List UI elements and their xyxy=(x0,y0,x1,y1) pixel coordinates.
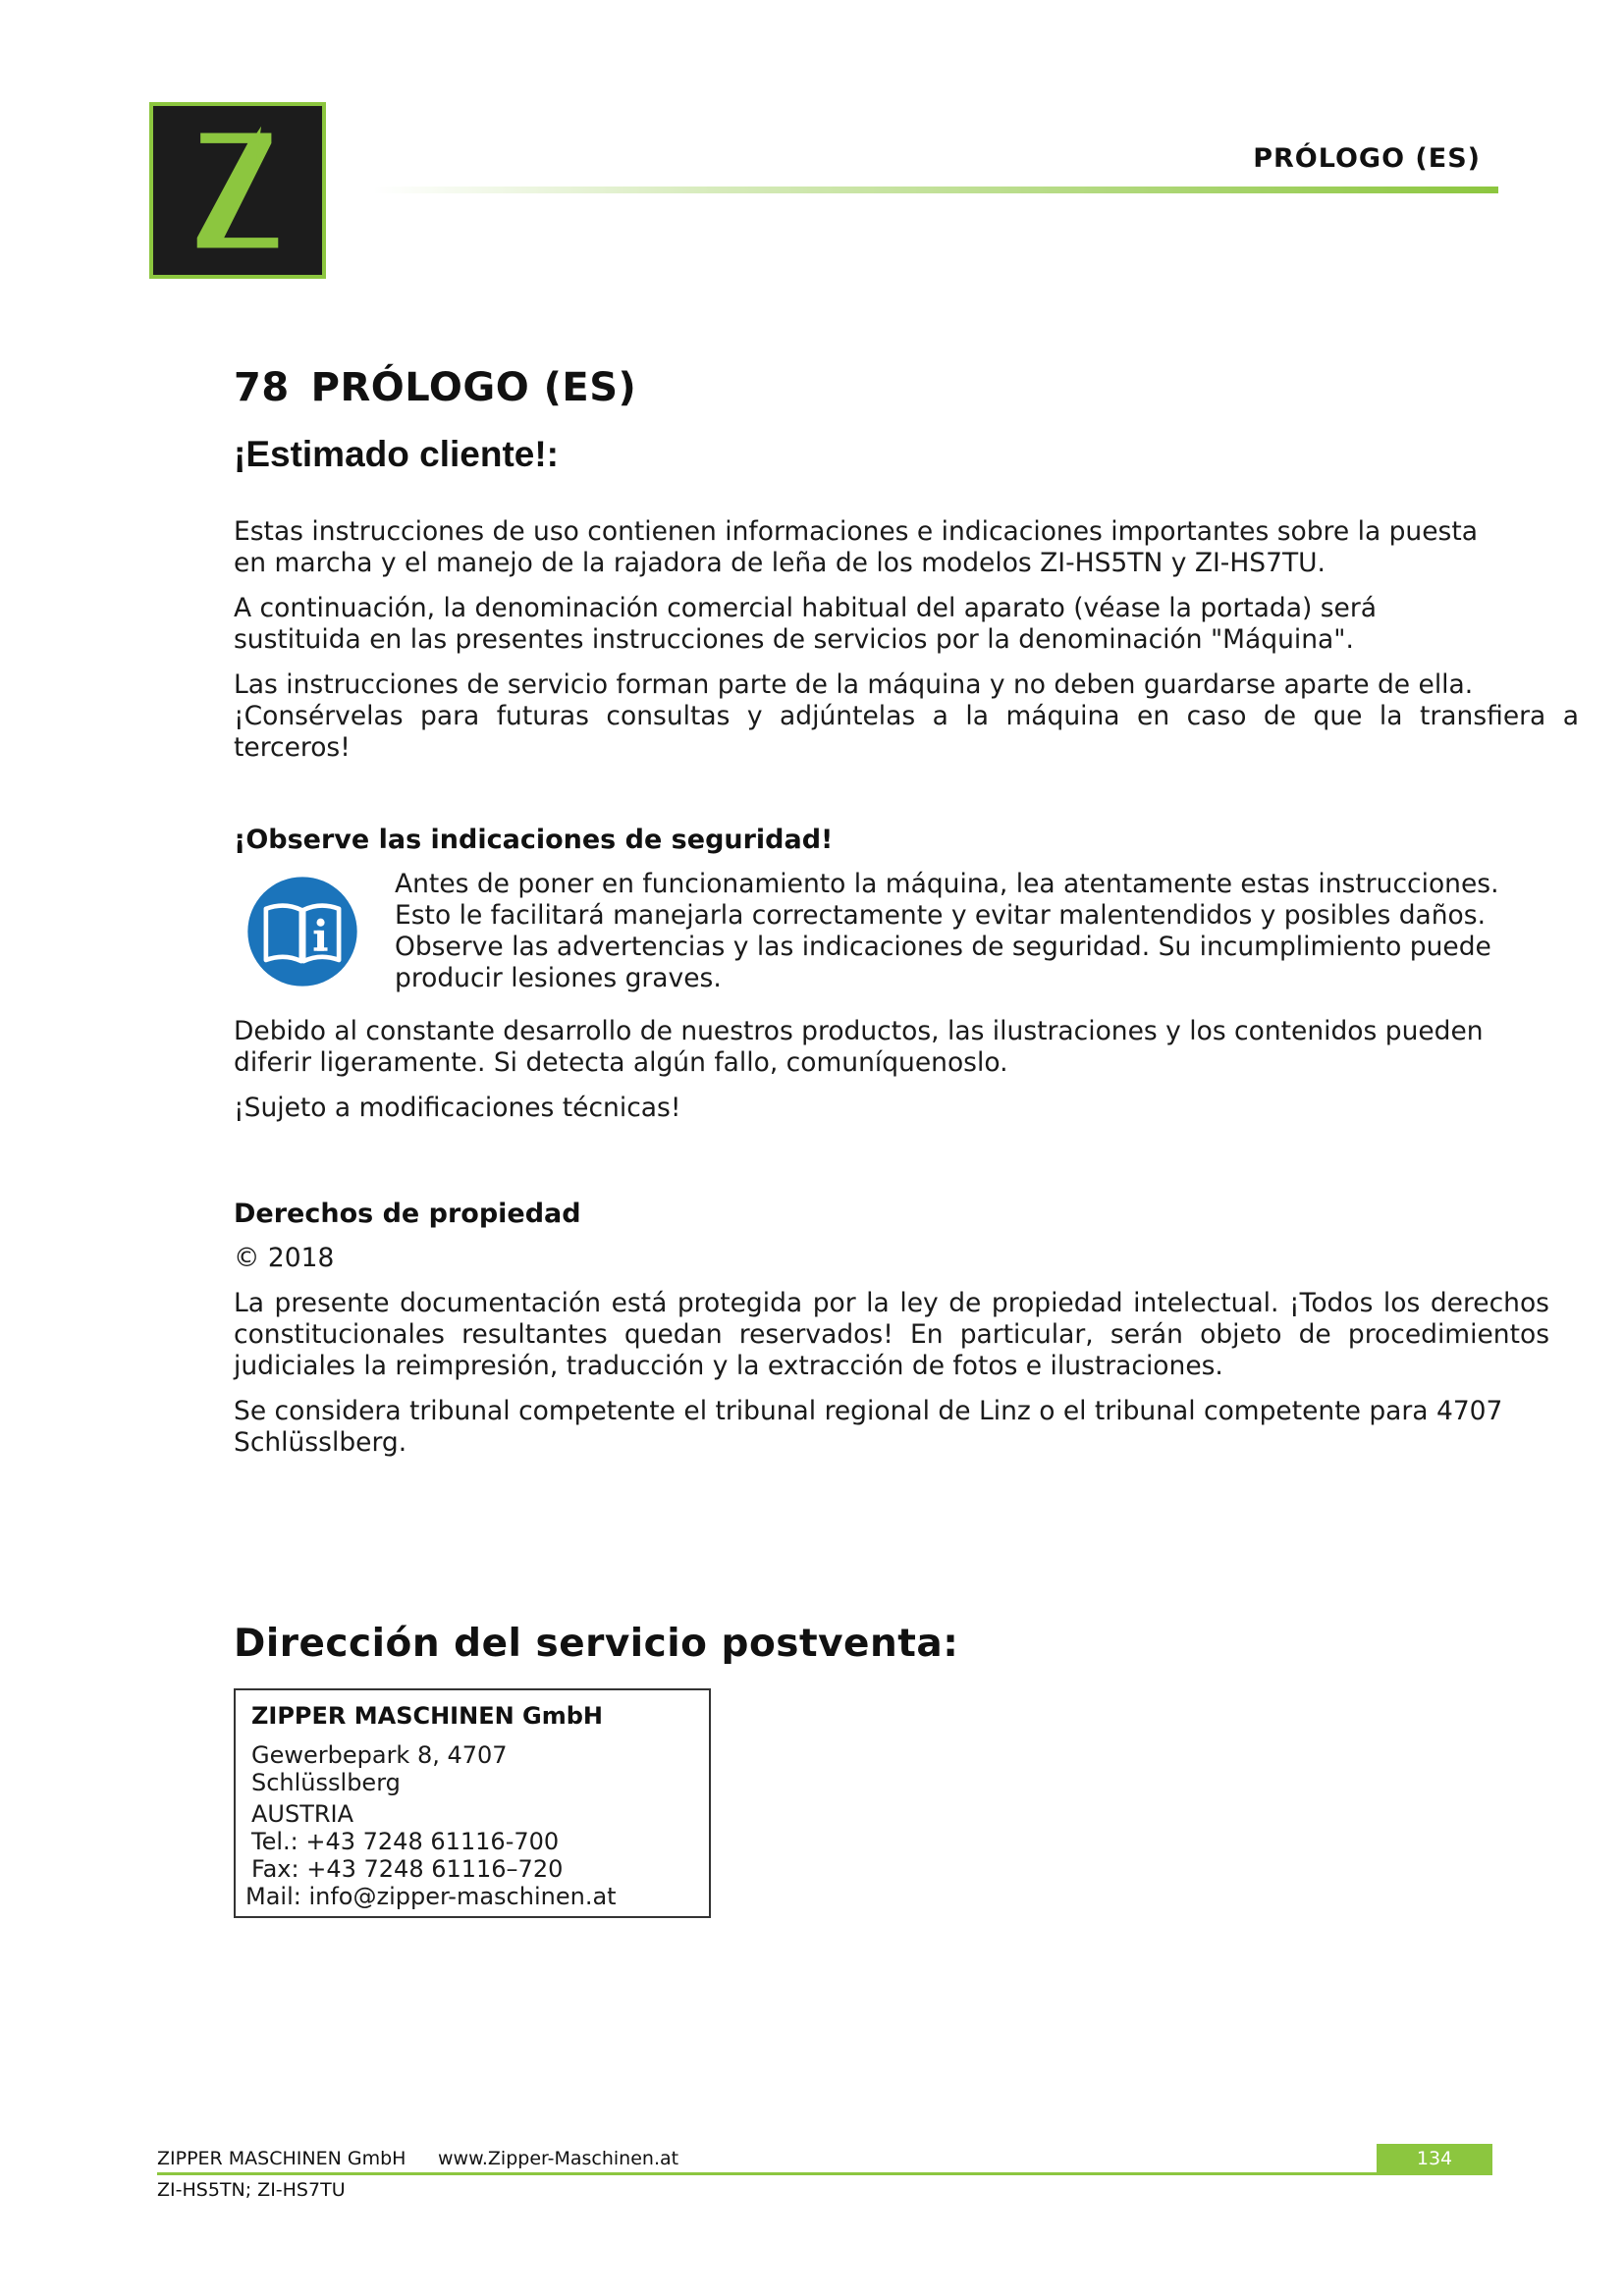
footer-divider xyxy=(157,2172,1492,2175)
section-title: PRÓLOGO (ES) xyxy=(310,365,637,410)
header-divider xyxy=(373,187,1498,193)
main-content xyxy=(234,365,1579,1459)
zipper-z-logo-icon xyxy=(149,102,326,279)
service-address-box xyxy=(234,1688,711,1918)
service-mail: Mail: info@zipper-maschinen.at xyxy=(245,1883,617,1910)
intro-paragraph-3 xyxy=(234,669,1579,764)
section-number: 78 xyxy=(234,365,290,410)
page-number-badge: 134 xyxy=(1377,2144,1492,2173)
intro-paragraph-2: A continuación, la denominación comercial habitual del aparato (véase la portada) será sustituida en las presentes instrucciones de servicios por la denominación "Máquina". xyxy=(234,593,1377,655)
copyright-line-2: constitucionales resultantes quedan reservados! En particular, serán objeto de procedimientos xyxy=(234,1319,1549,1350)
development-paragraph: Debido al constante desarrollo de nuestros productos, las ilustraciones y los contenidos pueden diferir ligeramente. Si detecta algún fallo, comuníquenoslo. xyxy=(234,1016,1484,1078)
copyright-paragraph xyxy=(234,1288,1549,1382)
service-tel: Tel.: +43 7248 61116-700 xyxy=(251,1828,560,1855)
intro-paragraph-1: Estas instrucciones de uso contienen informaciones e indicaciones importantes sobre la puesta en marcha y el manejo de la rajadora de leña de los modelos ZI-HS5TN y ZI-HS7TU. xyxy=(234,516,1478,578)
safety-info-block xyxy=(234,869,1579,998)
footer-company: ZIPPER MASCHINEN GmbH xyxy=(157,2148,406,2169)
service-city: Schlüsslberg xyxy=(251,1769,401,1796)
service-title: Dirección del servicio postventa: xyxy=(234,1622,959,1666)
service-company: ZIPPER MASCHINEN GmbH xyxy=(251,1702,604,1730)
header-title: PRÓLOGO (ES) xyxy=(1253,143,1481,174)
copyright-line-1: La presente documentación está protegida por la ley de propiedad intelectual. ¡Todos los derechos xyxy=(234,1288,1549,1318)
page-title xyxy=(234,365,1579,410)
footer-website-link[interactable]: www.Zipper-Maschinen.at xyxy=(438,2148,679,2169)
read-manual-info-icon xyxy=(245,875,359,988)
service-street: Gewerbepark 8, 4707 xyxy=(251,1741,508,1769)
copyright-heading: Derechos de propiedad xyxy=(234,1199,581,1229)
intro-paragraph-3-line-2: ¡Consérvelas para futuras consultas y adjúntelas a la máquina en caso de que la transfiera a xyxy=(234,701,1579,731)
copyright-line-3: judiciales la reimpresión, traducción y la extracción de fotos e ilustraciones. xyxy=(234,1351,1223,1381)
service-fax: Fax: +43 7248 61116–720 xyxy=(251,1855,564,1883)
subject-to-change: ¡Sujeto a modificaciones técnicas! xyxy=(234,1093,681,1123)
safety-heading: ¡Observe las indicaciones de seguridad! xyxy=(234,825,834,855)
safety-text: Antes de poner en funcionamiento la máquina, lea atentamente estas instrucciones. Esto le facilitará manejarla correctamente y evitar malentendidos y posibles daños. Observe las advertencias y las indicaciones de seguridad. Su incumplimiento puede producir lesiones graves. xyxy=(395,869,1499,993)
intro-paragraph-3-line-1: Las instrucciones de servicio forman parte de la máquina y no deben guardarse aparte de ella. xyxy=(234,669,1474,700)
copyright-year: © 2018 xyxy=(234,1243,335,1273)
intro-paragraph-3-line-3: terceros! xyxy=(234,732,351,763)
greeting-heading: ¡Estimado cliente!: xyxy=(234,434,559,474)
court-paragraph: Se considera tribunal competente el tribunal regional de Linz o el tribunal competente para 4707 Schlüsslberg. xyxy=(234,1396,1503,1458)
footer-models: ZI-HS5TN; ZI-HS7TU xyxy=(157,2179,346,2201)
service-country: AUSTRIA xyxy=(251,1800,354,1828)
